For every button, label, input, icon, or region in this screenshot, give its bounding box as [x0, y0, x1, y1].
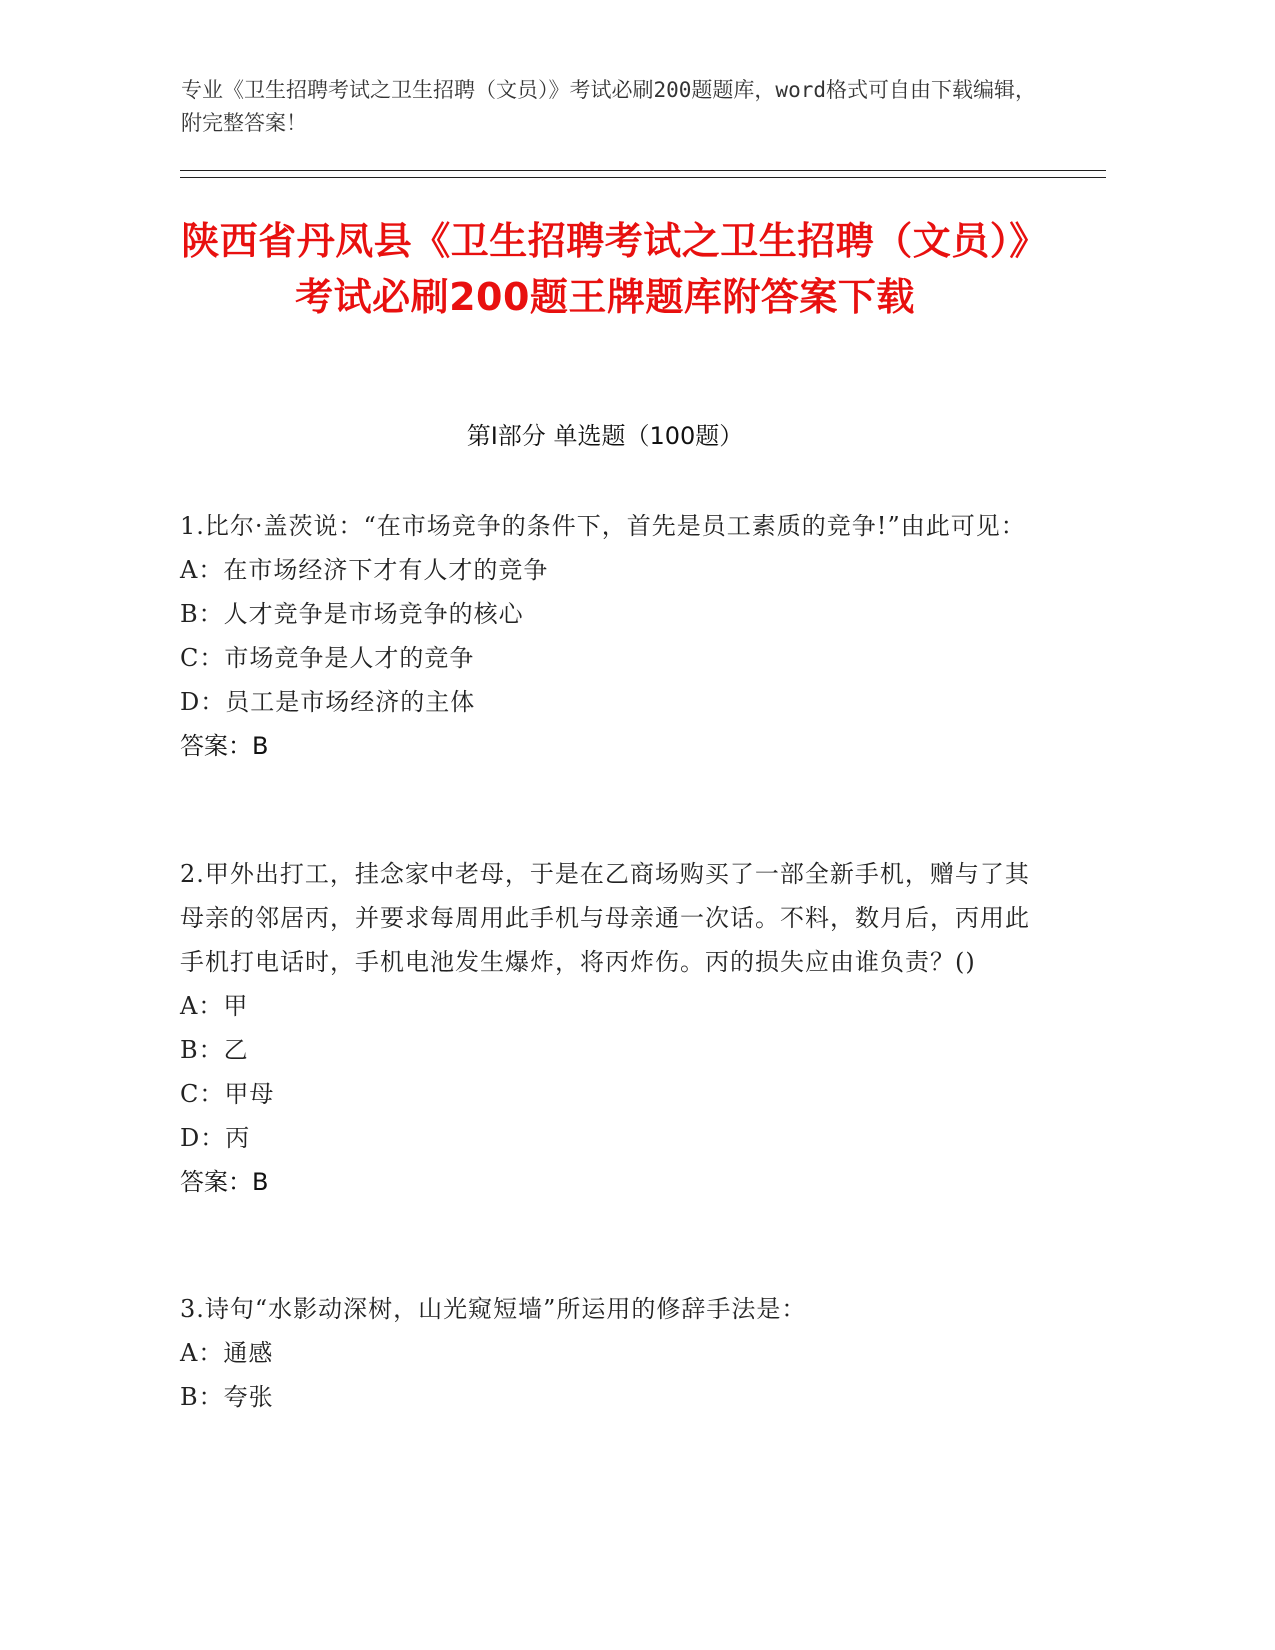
option-a: A：甲 — [180, 992, 249, 1020]
option-b: B：人才竞争是市场竞争的核心 — [180, 600, 524, 628]
question-stem: 3.诗句“水影动深树，山光窥短墙”所运用的修辞手法是： — [180, 1295, 807, 1323]
question-stem: 1.比尔·盖茨说：“在市场竞争的条件下，首先是员工素质的竞争!”由此可见： — [180, 512, 1026, 540]
question-2 — [180, 852, 1050, 1204]
question-stem: 2.甲外出打工，挂念家中老母，于是在乙商场购买了一部全新手机，赠与了其母亲的邻居丙，并要求每周用此手机与母亲通一次话。不料，数月后，丙用此手机打电话时，手机电池发生爆炸，将丙炸伤。丙的损失应由谁负责？() — [180, 860, 1030, 976]
option-b: B：夸张 — [180, 1383, 274, 1411]
option-b: B：乙 — [180, 1036, 249, 1064]
answer: 答案：B — [180, 732, 269, 760]
option-a: A：通感 — [180, 1339, 274, 1367]
option-c: C：甲母 — [180, 1080, 275, 1108]
option-a: A：在市场经济下才有人才的竞争 — [180, 556, 549, 584]
answer: 答案：B — [180, 1168, 269, 1196]
section-heading: 第Ⅰ部分 单选题（100题） — [466, 422, 744, 450]
document-title: 陕西省丹凤县《卫生招聘考试之卫生招聘（文员）》考试必刷200题王牌题库附答案下载 — [181, 219, 1029, 319]
option-c: C：市场竞争是人才的竞争 — [180, 644, 475, 672]
question-1 — [180, 504, 1050, 768]
option-d: D：丙 — [180, 1124, 251, 1152]
header-divider-bottom — [180, 177, 1106, 178]
header-divider-top — [180, 170, 1106, 171]
question-3 — [180, 1287, 1050, 1419]
header-note: 专业《卫生招聘考试之卫生招聘（文员）》考试必刷200题题库，word格式可自由下载编辑，附完整答案！ — [181, 78, 1036, 135]
option-d: D：员工是市场经济的主体 — [180, 688, 476, 716]
